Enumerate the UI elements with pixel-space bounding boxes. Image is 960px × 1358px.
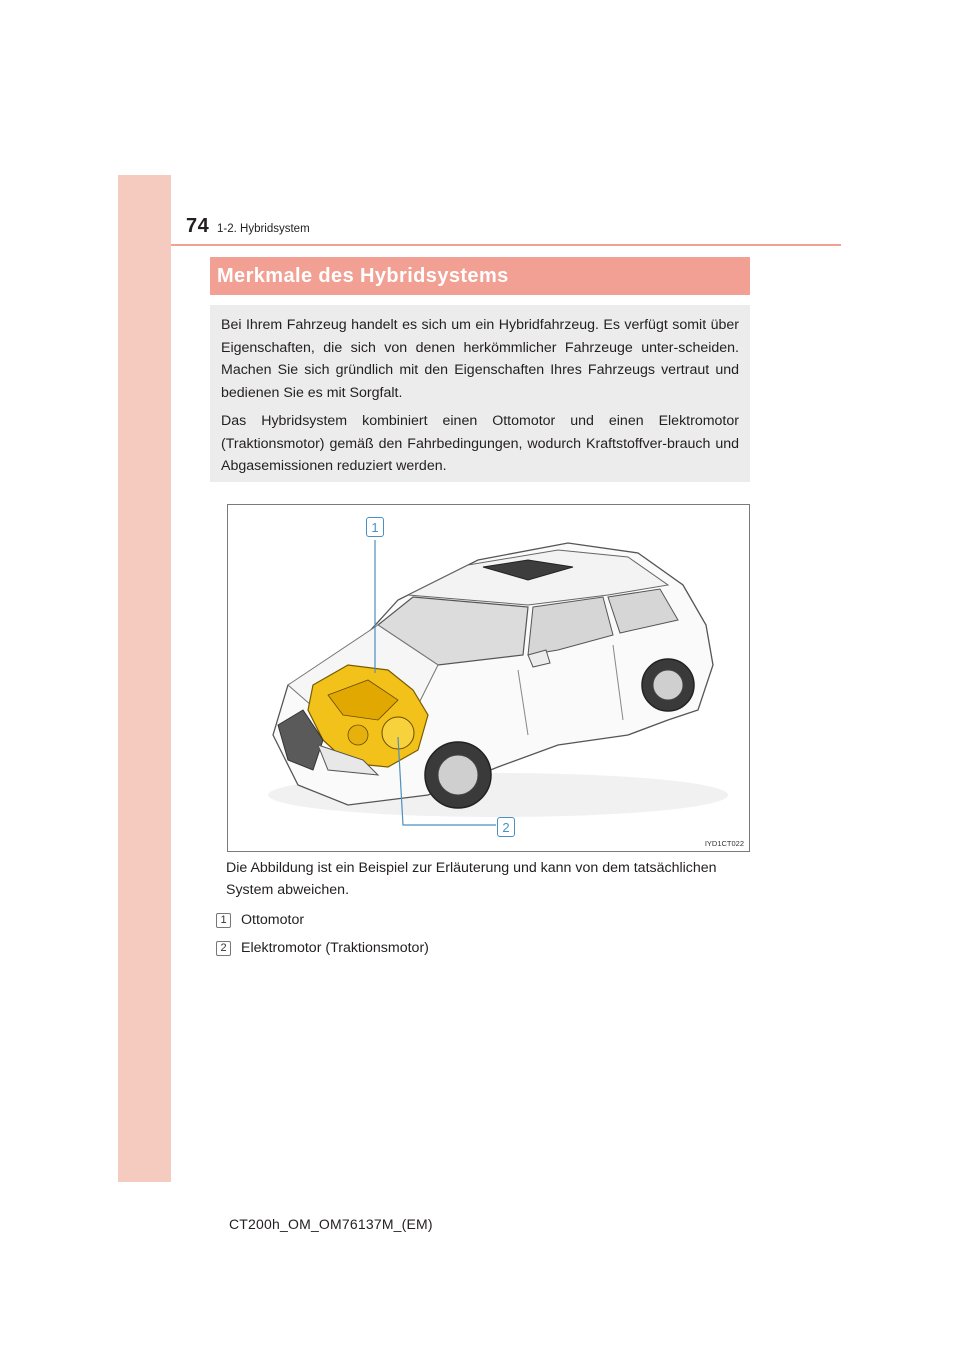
legend-item-1	[216, 911, 304, 929]
legend-number-2: 2	[216, 941, 231, 956]
intro-box	[210, 305, 750, 482]
figure-code: IYD1CT022	[704, 839, 744, 848]
rear-rim	[653, 670, 683, 700]
page-number: 74	[186, 215, 210, 237]
engine-detail	[348, 725, 368, 745]
callout-1-number: 1	[371, 519, 379, 535]
legend-number-1: 1	[216, 913, 231, 928]
legend-item-2	[216, 939, 429, 957]
legend-label-1: Ottomotor	[241, 912, 305, 928]
intro-paragraph-1: Bei Ihrem Fahrzeug handelt es sich um ein Hybridfahrzeug. Es verfügt somit über Eigenschaften, die sich von denen herkömmlicher Fahrzeuge unter-scheiden. Machen Sie sich gründlich mit den Eigenschaften Ihres Fahrzeugs vertraut und bedienen Sie es mit Sorgfalt.	[221, 317, 739, 401]
section-label: 1-2. Hybridsystem	[217, 223, 310, 235]
section-title-bar	[210, 257, 750, 295]
footer-document-code: CT200h_OM_OM76137M_(EM)	[229, 1216, 433, 1232]
front-rim	[438, 755, 478, 795]
section-title: Merkmale des Hybridsystems	[217, 264, 509, 287]
figure-caption: Die Abbildung ist ein Beispiel zur Erläuterung und kann von dem tatsächlichen System abweichen.	[226, 860, 717, 898]
callout-2	[497, 817, 515, 837]
callout-2-number: 2	[502, 819, 510, 835]
car-illustration	[228, 505, 749, 851]
intro-paragraph-2: Das Hybridsystem kombiniert einen Ottomotor und einen Elektromotor (Traktionsmotor) gemäß den Fahrbedingungen, wodurch Kraftstoffver-brauch und Abgasemissionen reduziert werden.	[221, 413, 739, 474]
legend-label-2: Elektromotor (Traktionsmotor)	[241, 940, 429, 956]
header-rule	[171, 244, 841, 246]
hybrid-car-figure	[227, 504, 750, 852]
side-tab-band	[118, 175, 171, 1182]
callout-1	[366, 517, 384, 537]
